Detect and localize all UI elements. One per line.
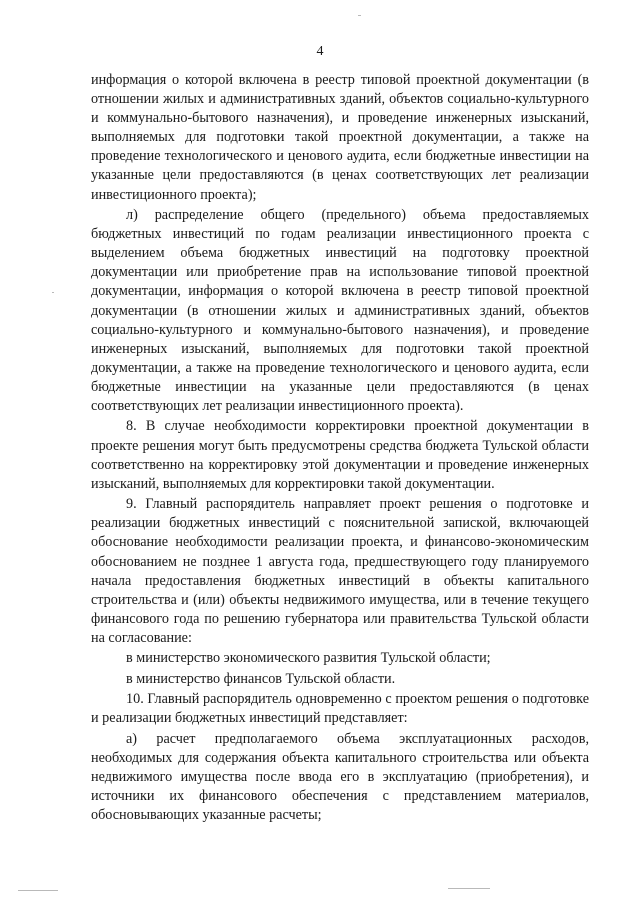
scan-mark-bottom-right <box>448 888 490 889</box>
paragraph-item-8: 8. В случае необходимости корректировки проектной документации в проекте решения могут быть предусмотрены средства бюджета Тульской области соответственно на корректировку этой документации и проведение инженерных изысканий, выполняемых для корректировки такой документации. <box>91 418 589 492</box>
document-body <box>91 71 589 827</box>
paragraph-item-l: л) распределение общего (предельного) объема предоставляемых бюджетных инвестиций по годам реализации инвестиционного проекта с выделением объема бюджетных инвестиций на подготовку проектной документации или приобретение прав на использование типовой проектной документации, информация о которой включена в реестр типовой проектной документации (в отношении жилых и административных зданий, объектов социально-культурного и коммунально-бытового назначения), и проведение инженерных изысканий, выполняемых для подготовки такой проектной документации, а также на проведение технологического и ценового аудита, если бюджетные инвестиции на указанные цели предоставляются (в ценах соответствующих лет реализации инвестиционного проекта). <box>91 207 589 414</box>
paragraph-item-10: 10. Главный распорядитель одновременно с проектом решения о подготовке и реализации бюджетных инвестиций представляет: <box>91 691 589 727</box>
paragraph-ministry-economy: в министерство экономического развития Тульской области; <box>126 650 491 667</box>
paragraph-continuation: информация о которой включена в реестр типовой проектной документации (в отношении жилых и административных зданий, объектов социально-культурного и коммунально-бытового назначения), и проведение инженерных изысканий, выполняемых для подготовки такой проектной документации, а также на проведение технологического и ценового аудита, если бюджетные инвестиции на указанные цели предоставляются (в ценах соответствующих лет реализации инвестиционного проекта); <box>91 72 589 203</box>
scan-mark-top <box>358 15 361 16</box>
page-number: 4 <box>316 44 324 59</box>
paragraph-item-a: а) расчет предполагаемого объема эксплуатационных расходов, необходимых для содержания объекта капитального строительства или объекта недвижимого имущества после ввода его в эксплуатацию (приобретения), и источники их финансового обеспечения с представлением материалов, обосновывающих указанные расчеты; <box>91 730 589 824</box>
scan-mark-left <box>52 292 54 293</box>
paragraph-ministry-finance: в министерство финансов Тульской области. <box>126 670 396 687</box>
paragraph-item-9: 9. Главный распорядитель направляет проект решения о подготовке и реализации бюджетных инвестиций с пояснительной запиской, включающей обоснование необходимости реализации проекта, и финансово-экономическим обоснованием не позднее 1 августа года, предшествующего году планируемого начала предоставления бюджетных инвестиций в объекты капитального строительства и (или) объекты недвижимого имущества, или в течение текущего финансового года по решению губернатора или правительства Тульской области на согласование: <box>91 496 589 646</box>
scan-mark-bottom-left <box>18 890 58 891</box>
